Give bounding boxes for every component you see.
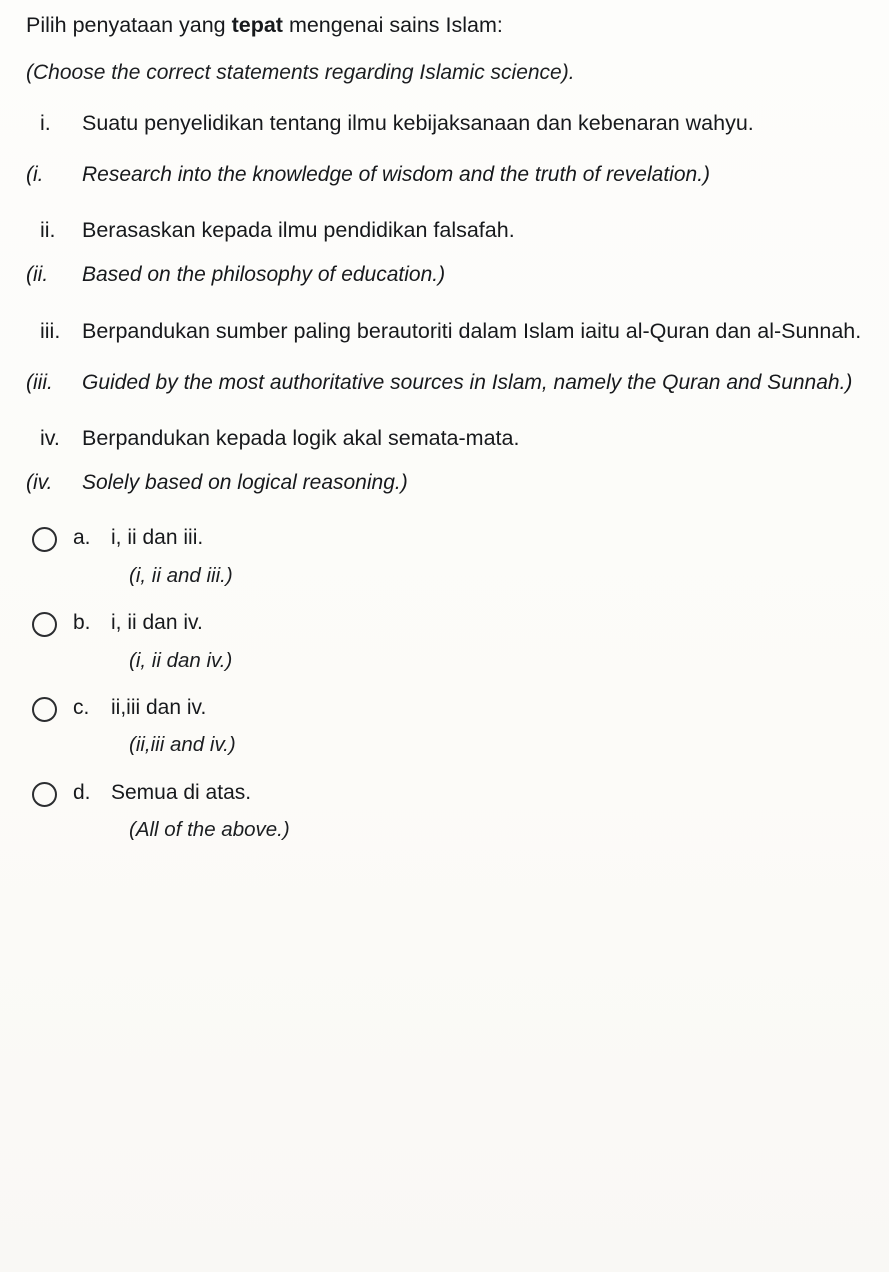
statement-i-number: i. (40, 111, 51, 136)
statement-ii-number-english: (ii. (26, 263, 49, 287)
statement-i-text-english: Research into the knowledge of wisdom and the truth of revelation.) (82, 163, 711, 187)
prompt-emphasis-word: tepat (231, 13, 283, 37)
question-block (0, 0, 889, 496)
statement-iii-english (26, 369, 867, 396)
radio-unselected-icon[interactable] (32, 697, 57, 722)
option-d-letter: d. (73, 781, 91, 805)
option-d-label-english: (All of the above.) (129, 818, 290, 842)
option-c[interactable] (26, 694, 867, 722)
option-a-label: i, ii dan iii. (111, 526, 204, 550)
statement-ii-number: ii. (40, 218, 56, 243)
statement-i-malay (26, 110, 867, 138)
prompt-text-after-bold: mengenai sains Islam: (282, 13, 503, 37)
prompt-text-before-bold: Pilih penyataan yang (26, 13, 232, 37)
statement-iii-text-english: Guided by the most authoritative sources in Islam, namely the Quran and Sunnah.) (82, 370, 853, 394)
statement-i-number-english: (i. (26, 163, 44, 187)
option-d[interactable] (26, 779, 867, 807)
option-a-label-english: (i, ii and iii.) (129, 563, 233, 587)
statement-iii-text: Berpandukan sumber paling berautoriti dalam Islam iaitu al-Quran dan al-Sunnah. (82, 318, 862, 343)
statement-i-text: Suatu penyelidikan tentang ilmu kebijaksanaan dan kebenaran wahyu. (82, 111, 754, 136)
statement-iv-number-english: (iv. (26, 470, 53, 494)
statement-i-english (26, 161, 867, 188)
statement-ii-malay (26, 217, 867, 245)
statement-ii-text: Berasaskan kepada ilmu pendidikan falsafah. (82, 218, 515, 243)
option-b[interactable] (26, 609, 867, 637)
statement-iv-malay (26, 425, 867, 453)
question-prompt-malay (26, 12, 867, 40)
radio-unselected-icon[interactable] (32, 612, 57, 637)
option-a[interactable] (26, 524, 867, 552)
option-c-label-english: (ii,iii and iv.) (129, 733, 236, 757)
statement-iii-number: iii. (40, 318, 61, 343)
option-c-letter: c. (73, 696, 90, 720)
question-prompt-english: (Choose the correct statements regarding Islamic science). (26, 60, 575, 84)
option-b-label-english: (i, ii dan iv.) (129, 648, 233, 672)
statement-iv-number: iv. (40, 425, 60, 450)
statement-iii-number-english: (iii. (26, 370, 53, 394)
option-a-letter: a. (73, 526, 91, 550)
option-c-label: ii,iii dan iv. (111, 696, 207, 720)
option-d-label: Semua di atas. (111, 781, 252, 805)
statement-ii-text-english: Based on the philosophy of education.) (82, 263, 446, 287)
statement-iv-english (26, 469, 867, 496)
radio-unselected-icon[interactable] (32, 527, 57, 552)
radio-unselected-icon[interactable] (32, 782, 57, 807)
answer-options (0, 524, 889, 844)
statement-iv-text: Berpandukan kepada logik akal semata-mata. (82, 425, 520, 450)
statement-ii-english (26, 261, 867, 288)
statement-iv-text-english: Solely based on logical reasoning.) (82, 470, 408, 494)
option-b-label: i, ii dan iv. (111, 611, 203, 635)
option-b-letter: b. (73, 611, 91, 635)
statement-iii-malay (26, 318, 867, 346)
